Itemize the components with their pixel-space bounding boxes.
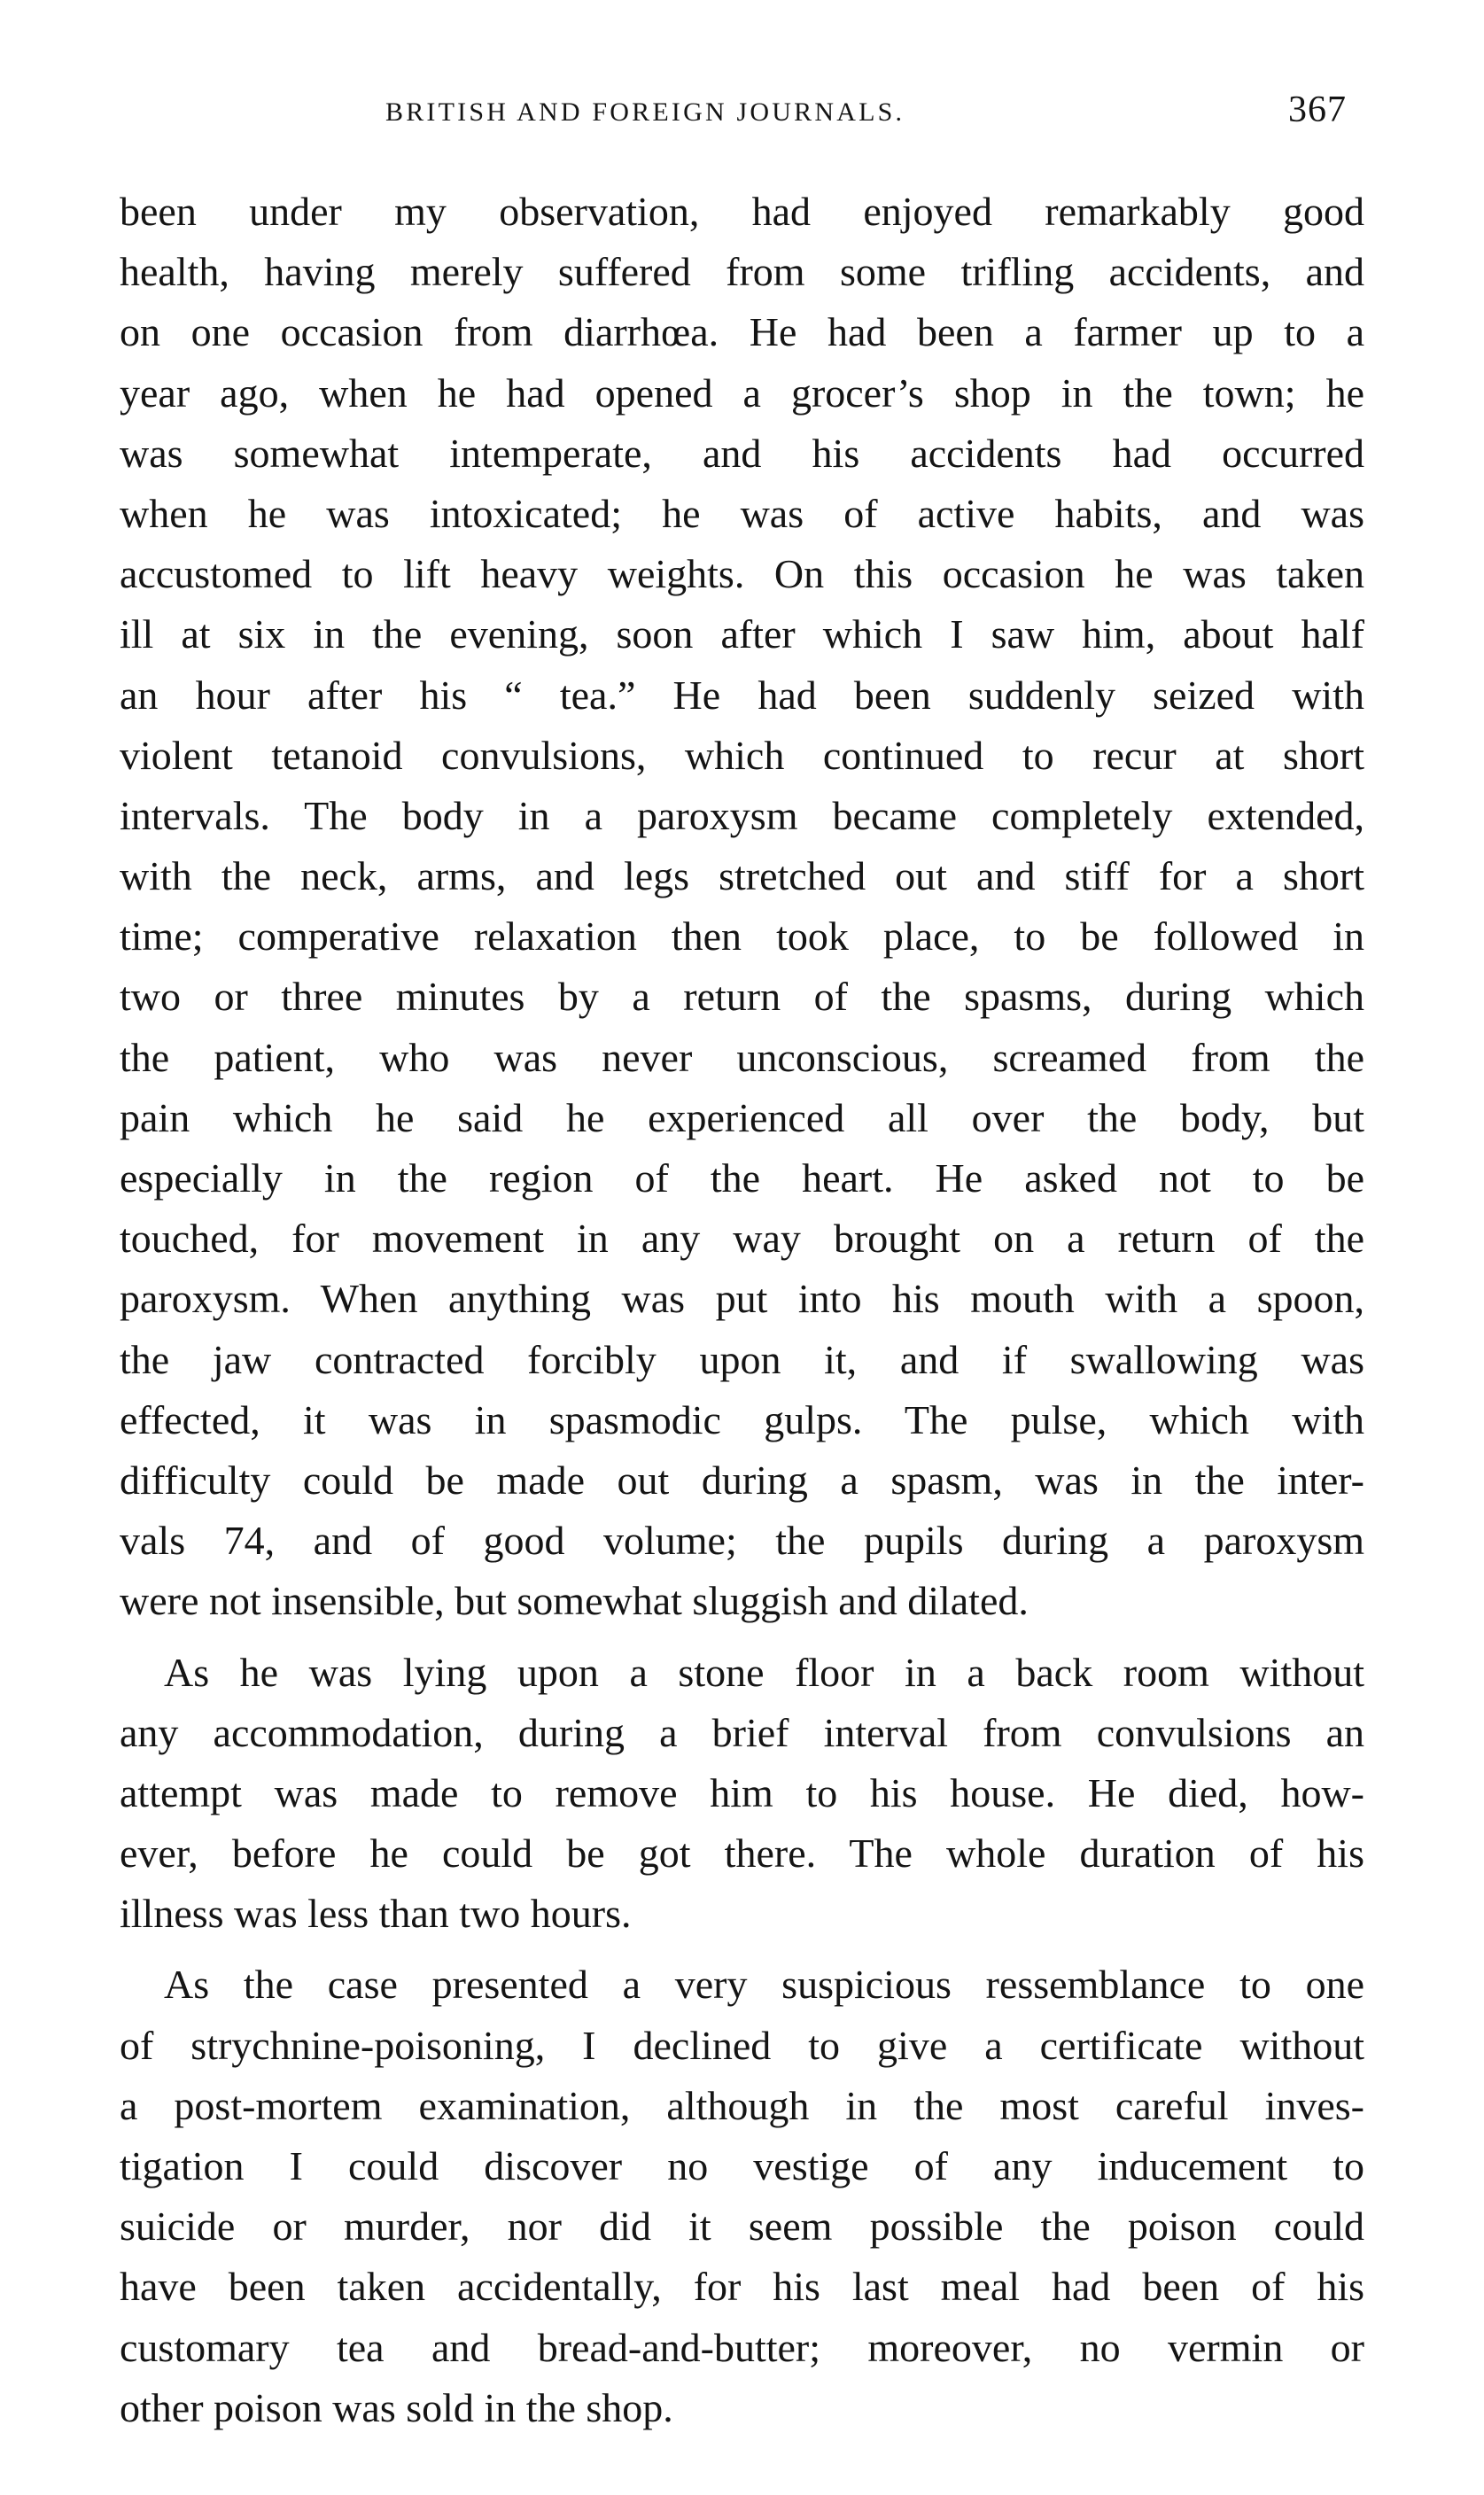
text-line: customary tea and bread-and-butter; moreover, no vermin or [120, 2324, 1364, 2370]
text-line: pain which he said he experienced all over the body, but [120, 1094, 1364, 1140]
paragraph-gap [120, 1632, 1364, 1643]
text-line: intervals. The body in a paroxysm became completely extended, [120, 792, 1364, 838]
text-line: difficulty could be made out during a spasm, was in the inter- [120, 1457, 1364, 1503]
running-title: BRITISH AND FOREIGN JOURNALS. [385, 97, 905, 127]
text-line: of strychnine-poisoning, I declined to give a certificate without [120, 2022, 1364, 2068]
body-text [120, 182, 1364, 2438]
text-line: health, having merely suffered from some trifling accidents, and [120, 249, 1364, 295]
paragraph-gap [120, 1944, 1364, 1955]
text-line: any accommodation, during a brief interval from convulsions an [120, 1709, 1364, 1755]
text-line: the jaw contracted forcibly upon it, and if swallowing was [120, 1336, 1364, 1382]
text-line: ever, before he could be got there. The whole duration of his [120, 1830, 1364, 1877]
text-line: vals 74, and of good volume; the pupils during a paroxysm [120, 1518, 1364, 1564]
text-line: an hour after his “ tea.” He had been suddenly seized with [120, 672, 1364, 718]
text-line: two or three minutes by a return of the spasms, during which [120, 974, 1364, 1020]
text-line: suicide or murder, nor did it seem possible the poison could [120, 2204, 1364, 2250]
text-line: accustomed to lift heavy weights. On this occasion he was taken [120, 551, 1364, 597]
text-line: on one occasion from diarrhœa. He had been a farmer up to a [120, 309, 1364, 355]
text-line: effected, it was in spasmodic gulps. The pulse, which with [120, 1396, 1364, 1442]
text-line: have been taken accidentally, for his last meal had been of his [120, 2264, 1364, 2310]
text-line: were not insensible, but somewhat sluggish and dilated. [120, 1578, 1029, 1624]
text-line: time; comperative relaxation then took place, to be followed in [120, 913, 1364, 960]
page-number: 367 [1288, 89, 1347, 130]
text-line: violent tetanoid convulsions, which continued to recur at short [120, 732, 1364, 778]
text-line: attempt was made to remove him to his house. He died, how- [120, 1769, 1364, 1815]
text-line: paroxysm. When anything was put into his mouth with a spoon, [120, 1276, 1364, 1322]
text-line: year ago, when he had opened a grocer’s shop in the town; he [120, 369, 1364, 416]
text-line: As the case presented a very suspicious ressemblance to one [164, 1962, 1364, 2008]
text-line: especially in the region of the heart. He asked not to be [120, 1155, 1364, 1201]
running-head [115, 89, 1369, 142]
text-line: illness was less than two hours. [120, 1891, 632, 1937]
paragraph [120, 1643, 1364, 1945]
text-line: been under my observation, had enjoyed remarkably good [120, 189, 1364, 234]
text-line: As he was lying upon a stone floor in a back room without [164, 1649, 1364, 1695]
text-line: ill at six in the evening, soon after which I saw him, about half [120, 611, 1364, 657]
text-line: other poison was sold in the shop. [120, 2384, 673, 2430]
text-line: tigation I could discover no vestige of any inducement to [120, 2143, 1364, 2188]
paragraph [120, 182, 1364, 1632]
text-line: when he was intoxicated; he was of active habits, and was [120, 490, 1364, 536]
text-line: with the neck, arms, and legs stretched out and stiff for a short [120, 853, 1364, 899]
text-line: the patient, who was never unconscious, screamed from the [120, 1034, 1364, 1080]
paragraph [120, 1955, 1364, 2438]
text-line: was somewhat intemperate, and his accidents had occurred [120, 430, 1364, 476]
text-line: touched, for movement in any way brought on a return of the [120, 1216, 1364, 1262]
text-line: a post-mortem examination, although in the most careful inves- [120, 2082, 1364, 2128]
